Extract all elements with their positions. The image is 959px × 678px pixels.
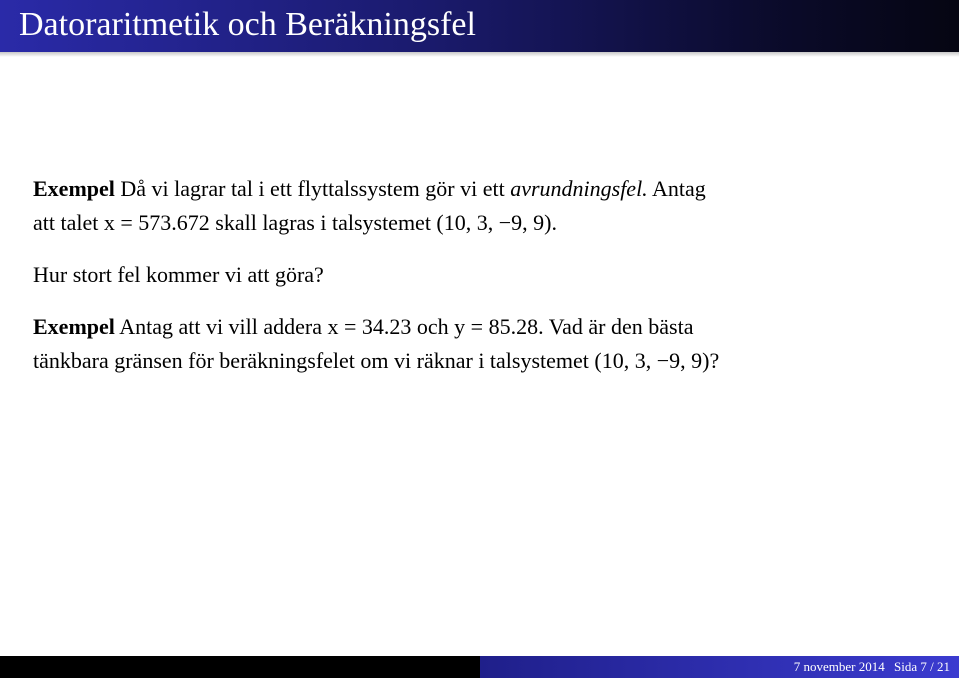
footer-date: 7 november 2014 [793,659,885,674]
example-1-question-text: Hur stort fel kommer vi att göra? [33,262,324,287]
title-shadow [0,52,959,57]
example-2-line-2: tänkbara gränsen för beräkningsfelet om vi räknar i talsystemet (10, 3, −9, 9)? [33,348,720,373]
example-1 [33,172,933,240]
example-1-line-1-prefix: Då vi lagrar tal i ett flyttalssystem gör vi ett [120,176,505,201]
example-1-question [33,258,933,292]
example-2 [33,310,933,378]
slide-content [33,172,933,378]
example-2-line-1-text: Antag att vi vill addera x = 34.23 och y = 85.28. Vad är den bästa [119,314,694,339]
footer-right-section [480,656,959,678]
footer-info [794,658,950,676]
example-2-label: Exempel [33,314,115,339]
example-1-line-2: att talet x = 573.672 skall lagras i talsystemet (10, 3, −9, 9). [33,210,557,235]
example-1-label: Exempel [33,176,115,201]
example-2-line-1 [33,310,933,344]
title-bar [0,0,959,52]
example-1-line-1 [33,172,933,206]
footer-page-number[interactable]: Sida 7 / 21 [894,659,950,674]
footer-left-section [0,656,480,678]
example-1-emphasis: avrundningsfel. [510,176,648,201]
slide-title: Datoraritmetik och Beräkningsfel [19,6,476,43]
footer-bar [0,656,959,678]
example-1-line-1-suffix: Antag [651,176,706,201]
